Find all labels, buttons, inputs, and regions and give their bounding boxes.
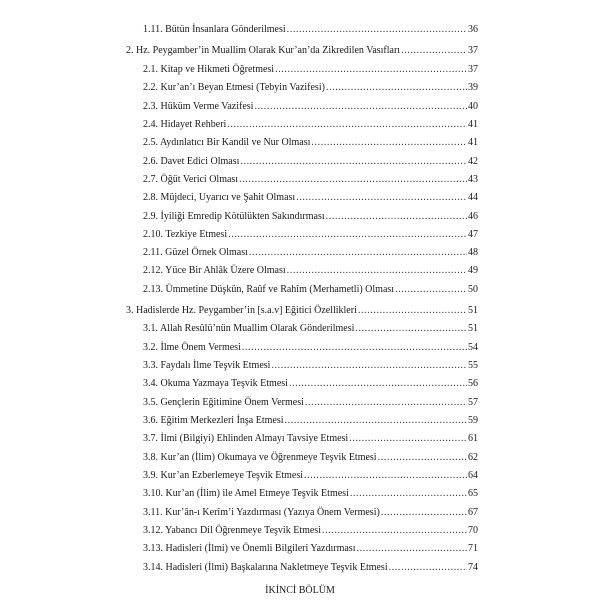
- toc-entry-page: 36: [468, 24, 478, 35]
- toc-entry-3-7: [143, 433, 478, 445]
- toc-leader-dots: [322, 525, 467, 537]
- toc-entry-3-6: [143, 415, 478, 427]
- toc-entry-page: 37: [468, 45, 478, 56]
- toc-entry-page: 47: [468, 229, 478, 240]
- toc-leader-dots: [289, 378, 467, 390]
- toc-entry-label: 3.14. Hadisleri (İlmi) Başkalarına Nakletmeye Teşvik Etmesi: [143, 562, 388, 573]
- toc-entry-label: 3.2. İlme Önem Vermesi: [143, 342, 241, 353]
- toc-entry-label: 2.6. Davet Edici Olması: [143, 156, 240, 167]
- toc-entry-label: 2.12. Yüce Bir Ahlâk Üzere Olması: [143, 265, 286, 276]
- toc-entry-2-9: [143, 211, 478, 223]
- toc-entry-3-1: [143, 323, 478, 335]
- toc-entry-page: 65: [468, 488, 478, 499]
- toc-entry-label: 2.9. İyiliği Emredip Kötülükten Sakındırması: [143, 211, 325, 222]
- toc-entry-page: 70: [468, 525, 478, 536]
- toc-leader-dots: [305, 397, 467, 409]
- toc-entry-page: 61: [468, 433, 478, 444]
- toc-entry-page: 50: [468, 284, 478, 295]
- toc-entry-page: 56: [468, 378, 478, 389]
- toc-entry-2-11: [143, 247, 478, 259]
- toc-leader-dots: [275, 64, 467, 76]
- toc-entry-page: 71: [468, 543, 478, 554]
- toc-entry-label: 3.4. Okuma Yazmaya Teşvik Etmesi: [143, 378, 288, 389]
- toc-leader-dots: [389, 562, 467, 574]
- toc-entry-label: 3.13. Hadisleri (İlmi) ve Önemli Bilgileri Yazdırması: [143, 543, 356, 554]
- toc-leader-dots: [227, 119, 467, 131]
- toc-leader-dots: [349, 433, 467, 445]
- toc-entry-page: 48: [468, 247, 478, 258]
- toc-entry-3-13: [143, 543, 478, 555]
- toc-leader-dots: [378, 452, 467, 464]
- section-heading: İKİNCİ BÖLÜM: [265, 585, 335, 596]
- toc-entry-2-4: [143, 119, 478, 131]
- toc-leader-dots: [242, 342, 467, 354]
- toc-entry-2-7: [143, 174, 478, 186]
- toc-entry-page: 37: [468, 64, 478, 75]
- toc-entry-page: 57: [468, 397, 478, 408]
- toc-entry-label: 2.1. Kitap ve Hikmeti Öğretmesi: [143, 64, 275, 75]
- toc-leader-dots: [287, 24, 467, 36]
- toc-entry-label: 2.5. Aydınlatıcı Bir Kandil ve Nur Olması: [143, 137, 311, 148]
- toc-entry-label: 3.11. Kur’ân-ı Kerîm’i Yazdırması (Yazıya Önem Vermesi): [143, 507, 380, 518]
- toc-entry-label: 2.11. Güzel Örnek Olması: [143, 247, 248, 258]
- toc-leader-dots: [326, 82, 467, 94]
- toc-entry-page: 43: [468, 174, 478, 185]
- toc-entry-page: 42: [468, 156, 478, 167]
- toc-entry-1-11: [143, 24, 478, 36]
- toc-entry-label: 2.4. Hidayet Rehberi: [143, 119, 227, 130]
- toc-entry-label: 3.9. Kur’an Ezberlemeye Teşvik Etmesi: [143, 470, 303, 481]
- toc-entry-2-5: [143, 137, 478, 149]
- toc-entry-3-5: [143, 397, 478, 409]
- toc-entry-label: 3.1. Allah Resûlü’nün Muallim Olarak Gönderilmesi: [143, 323, 355, 334]
- toc-leader-dots: [296, 192, 467, 204]
- toc-leader-dots: [239, 174, 467, 186]
- toc-leader-dots: [287, 265, 467, 277]
- toc-entry-2-3: [143, 101, 478, 113]
- toc-leader-dots: [358, 305, 467, 317]
- toc-entry-page: 41: [468, 119, 478, 130]
- toc-entry-label: 2. Hz. Peygamber’in Muallim Olarak Kur’an’da Zikredilen Vasıfları: [126, 45, 401, 56]
- toc-leader-dots: [356, 543, 467, 555]
- toc-leader-dots: [350, 488, 467, 500]
- toc-entry-label: 2.7. Öğüt Verici Olması: [143, 174, 239, 185]
- toc-entry-page: 54: [468, 342, 478, 353]
- toc-leader-dots: [271, 360, 467, 372]
- toc-leader-dots: [254, 101, 467, 113]
- toc-leader-dots: [285, 415, 467, 427]
- toc-leader-dots: [249, 247, 467, 259]
- toc-entry-page: 39: [468, 82, 478, 93]
- toc-leader-dots: [228, 229, 467, 241]
- toc-entry-label: 2.10. Tezkiye Etmesi: [143, 229, 228, 240]
- toc-entry-page: 59: [468, 415, 478, 426]
- toc-entry-page: 40: [468, 101, 478, 112]
- toc-entry-label: 3.3. Faydalı İlme Teşvik Etmesi: [143, 360, 271, 371]
- toc-entry-label: 3.5. Gençlerin Eğitimine Önem Vermesi: [143, 397, 304, 408]
- toc-entry-label: 2.3. Hüküm Verme Vazifesi: [143, 101, 254, 112]
- toc-entry-page: 62: [468, 452, 478, 463]
- toc-entry-3-9: [143, 470, 478, 482]
- toc-entry-3-11: [143, 507, 478, 519]
- toc-entry-label: 3.10. Kur’an (İlim) ile Amel Etmeye Teşvik Etmesi: [143, 488, 349, 499]
- toc-leader-dots: [395, 284, 467, 296]
- toc-entry-2-1: [143, 64, 478, 76]
- toc-entry-2-2: [143, 82, 478, 94]
- toc-entry-label: 1.11. Bütün İnsanlara Gönderilmesi: [143, 24, 286, 35]
- toc-entry-3-4: [143, 378, 478, 390]
- toc-entry-label: 2.8. Müjdeci, Uyarıcı ve Şahit Olması: [143, 192, 296, 203]
- toc-leader-dots: [240, 156, 467, 168]
- toc-entry-label: 3.8. Kur’an (İlim) Okumaya ve Öğrenmeye Teşvik Etmesi: [143, 452, 377, 463]
- toc-leader-dots: [381, 507, 467, 519]
- toc-entry-label: 3. Hadislerde Hz. Peygamber’in [s.a.v] Eğitici Özellikleri: [126, 305, 357, 316]
- toc-entry-label: 2.13. Ümmetine Düşkün, Raûf ve Rahîm (Merhametli) Olması: [143, 284, 395, 295]
- toc-entry-page: 46: [468, 211, 478, 222]
- toc-entry-label: 2.2. Kur’an’ı Beyan Etmesi (Tebyin Vazifesi): [143, 82, 325, 93]
- toc-entry-3-14: [143, 562, 478, 574]
- toc-entry-2: [126, 45, 478, 57]
- toc-entry-page: 49: [468, 265, 478, 276]
- toc-entry-page: 74: [468, 562, 478, 573]
- toc-entry-page: 51: [468, 305, 478, 316]
- toc-entry-2-8: [143, 192, 478, 204]
- toc-entry-page: 67: [468, 507, 478, 518]
- toc-entry-page: 44: [468, 192, 478, 203]
- toc-entry-2-10: [143, 229, 478, 241]
- toc-entry-3-3: [143, 360, 478, 372]
- toc-entry-2-13: [143, 284, 478, 296]
- toc-entry-3: [126, 305, 478, 317]
- toc-entry-label: 3.7. İlmi (Bilgiyi) Ehlinden Almayı Tavsiye Etmesi: [143, 433, 349, 444]
- toc-leader-dots: [355, 323, 467, 335]
- toc-entry-3-2: [143, 342, 478, 354]
- toc-leader-dots: [326, 211, 467, 223]
- toc-leader-dots: [304, 470, 467, 482]
- toc-entry-page: 51: [468, 323, 478, 334]
- toc-entry-3-10: [143, 488, 478, 500]
- toc-entry-label: 3.12. Yabancı Dil Öğrenmeye Teşvik Etmesi: [143, 525, 321, 536]
- toc-leader-dots: [311, 137, 467, 149]
- toc-entry-2-12: [143, 265, 478, 277]
- toc-entry-label: 3.6. Eğitim Merkezleri İnşa Etmesi: [143, 415, 284, 426]
- toc-entry-2-6: [143, 156, 478, 168]
- toc-entry-page: 55: [468, 360, 478, 371]
- toc-entry-page: 64: [468, 470, 478, 481]
- toc-entry-3-8: [143, 452, 478, 464]
- toc-leader-dots: [401, 45, 467, 57]
- toc-entry-3-12: [143, 525, 478, 537]
- toc-entry-page: 41: [468, 137, 478, 148]
